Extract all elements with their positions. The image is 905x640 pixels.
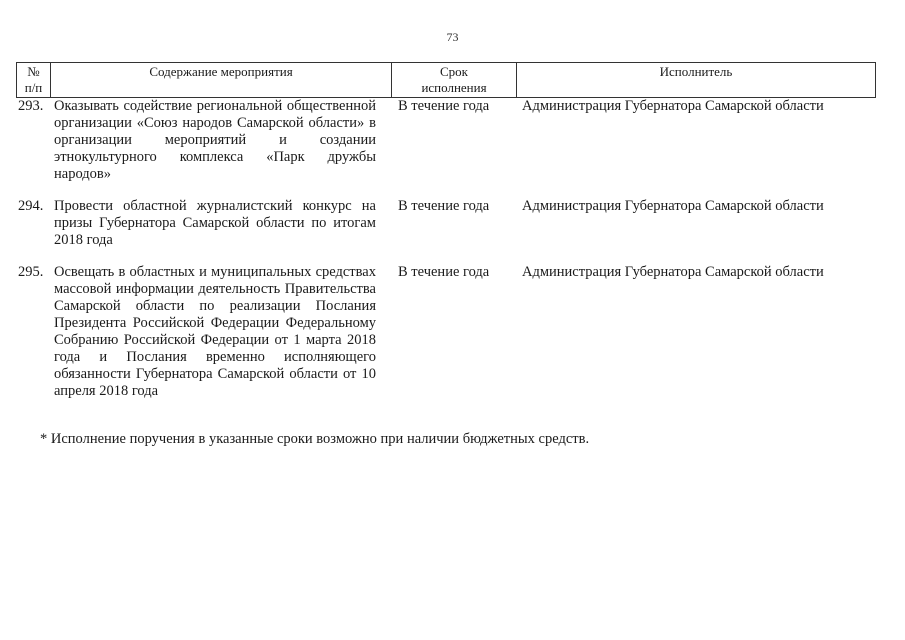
row-executor: Администрация Губернатора Самарской области [522, 264, 824, 280]
row-executor: Администрация Губернатора Самарской области [522, 198, 824, 214]
row-term: В течение года [398, 264, 490, 280]
header-term-line2: исполнения [421, 80, 487, 95]
row-term: В течение года [398, 198, 490, 214]
row-content: Провести областной журналистский конкурс на призы Губернатора Самарской области по итогам 2018 года [54, 198, 376, 248]
table-row [16, 198, 876, 249]
header-num-line2: п/п [24, 80, 43, 95]
row-content: Оказывать содействие региональной общественной организации «Союз народов Самарской области» в организации мероприятий и создании этнокультурного комплекса «Парк дружбы народов» [54, 98, 376, 182]
row-content: Освещать в областных и муниципальных средствах массовой информации деятельность Правительства Самарской области по реализации Послания Президента Российской Федерации Федеральному Собранию Российской Федерации от 1 марта 2018 года и Послания временно исполняющего обязанности Губернатора Самарской области от 10 апреля 2018 года [54, 264, 376, 399]
header-num [16, 63, 50, 97]
events-table [16, 62, 876, 400]
table-row [16, 98, 876, 183]
table-row [16, 264, 876, 400]
row-number: 295. [18, 264, 44, 280]
header-executor: Исполнитель [516, 63, 876, 97]
row-number: 294. [18, 198, 44, 214]
header-term [391, 63, 516, 97]
header-term-line1: Срок [440, 64, 468, 79]
header-num-line1: № [27, 64, 40, 79]
page-number: 73 [446, 30, 459, 44]
header-content: Содержание мероприятия [50, 63, 391, 97]
table-header [16, 62, 876, 98]
row-number: 293. [18, 98, 44, 114]
row-term: В течение года [398, 98, 490, 114]
row-executor: Администрация Губернатора Самарской области [522, 98, 824, 114]
footnote: * Исполнение поручения в указанные сроки возможно при наличии бюджетных средств. [40, 431, 590, 447]
